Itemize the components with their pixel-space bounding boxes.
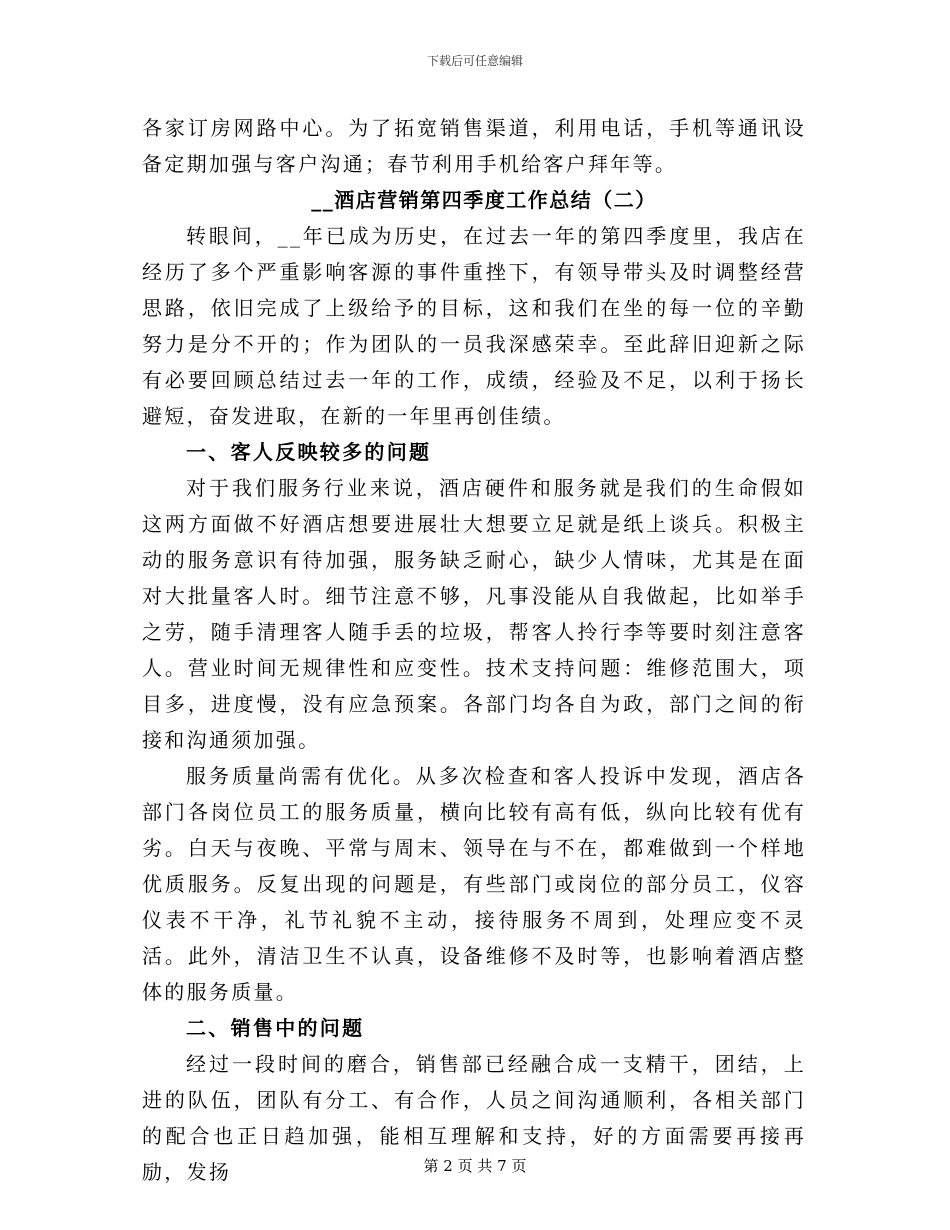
continued-paragraph: 各家订房网路中心。为了拓宽销售渠道，利用电话，手机等通讯设备定期加强与客户沟通；春节利用手机给客户拜年等。 xyxy=(142,116,806,176)
page-header-note: 下载后可任意编辑 xyxy=(426,54,523,68)
document-title: __酒店营销第四季度工作总结（二） xyxy=(311,188,657,212)
sales-issues-paragraph-1: 经过一段时间的磨合，销售部已经融合成一支精干，团结，上进的队伍，团队有分工、有合作，人员之间沟通顺利，各相关部门的配合也正日趋加强，能相互理解和支持，好的方面需要再接再励，发扬 xyxy=(142,1052,806,1184)
section-heading-guest-issues: 一、客人反映较多的问题 xyxy=(186,440,432,464)
page-number: 第 2 页 共 7 页 xyxy=(423,1157,527,1175)
intro-paragraph: 转眼间，__年已成为历史，在过去一年的第四季度里，我店在经历了多个严重影响客源的事件重挫下，有领导带头及时调整经营思路，依旧完成了上级给予的目标，这和我们在坐的每一位的辛勤努力是分不开的；作为团队的一员我深感荣幸。至此辞旧迎新之际有必要回顾总结过去一年的工作，成绩，经验及不足，以利于扬长避短，奋发进取，在新的一年里再创佳绩。 xyxy=(142,224,806,428)
document-body xyxy=(142,110,806,1190)
guest-issues-paragraph-2: 服务质量尚需有优化。从多次检查和客人投诉中发现，酒店各部门各岗位员工的服务质量，横向比较有高有低，纵向比较有优有劣。白天与夜晚、平常与周末、领导在与不在，都难做到一个样地优质服务。反复出现的问题是，有些部门或岗位的部分员工，仪容仪表不干净，礼节礼貌不主动，接待服务不周到，处理应变不灵活。此外，清洁卫生不认真，设备维修不及时等，也影响着酒店整体的服务质量。 xyxy=(142,764,806,1004)
guest-issues-paragraph-1: 对于我们服务行业来说，酒店硬件和服务就是我们的生命假如这两方面做不好酒店想要进展壮大想要立足就是纸上谈兵。积极主动的服务意识有待加强，服务缺乏耐心，缺少人情味，尤其是在面对大批量客人时。细节注意不够，凡事没能从自我做起，比如举手之劳，随手清理客人随手丢的垃圾，帮客人拎行李等要时刻注意客人。营业时间无规律性和应变性。技术支持问题：维修范围大，项目多，进度慢，没有应急预案。各部门均各自为政，部门之间的衔接和沟通须加强。 xyxy=(142,476,806,752)
section-heading-sales-issues: 二、销售中的问题 xyxy=(186,1016,365,1040)
